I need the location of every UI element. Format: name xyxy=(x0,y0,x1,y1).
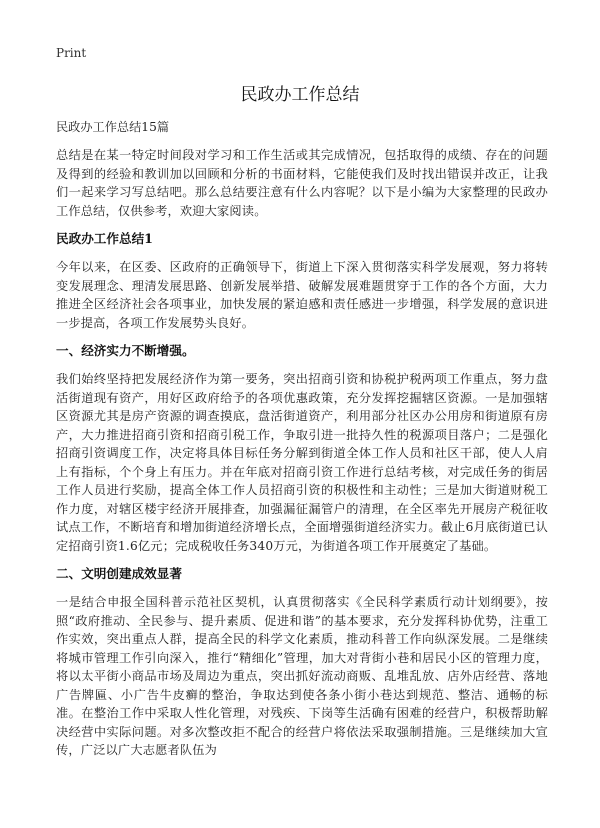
intro-paragraph: 总结是在某一特定时间段对学习和工作生活或其完成情况，包括取得的成绩、存在的问题及得到的经验和教训加以回顾和分析的书面材料，它能使我们及时找出错误并改正，让我们一起来学习写总结吧。那么总结要注意有什么内容呢？以下是小编为大家整理的民政办工作总结，仅供参考，欢迎大家阅读。 xyxy=(56,148,548,218)
document-body xyxy=(56,118,548,770)
section-heading-1: 民政办工作总结1 xyxy=(56,231,153,246)
paragraph-1: 今年以来，在区委、区政府的正确领导下，街道上下深入贯彻落实科学发展观，努力将转变发展理念、理清发展思路、创新发展举措、破解发展难题贯穿于工作的各个方面，大力推进全区经济社会各项事业，加快发展的紧迫感和责任感进一步增强，科学发展的意识进一步提高，各项工作发展势头良好。 xyxy=(56,260,548,330)
section-heading-civilization: 二、文明创建成效显著 xyxy=(56,566,182,581)
print-link[interactable]: Print xyxy=(56,46,87,60)
section-heading-economy: 一、经济实力不断增强。 xyxy=(56,343,195,358)
paragraph-civilization: 一是结合申报全国科普示范社区契机，认真贯彻落实《全民科学素质行动计划纲要》，按照“政府推动、全民参与、提升素质、促进和谐”的基本要求，充分发挥科协优势，注重工作实效，突出重点人群，提高全民的科学文化素质，推动科普工作向纵深发展。二是继续将城市管理工作引向深入，推行“精细化”管理，加大对背街小巷和居民小区的管理力度，将以太平街小商品市场及周边为重点，突出抓好流动商贩、乱堆乱放、店外店经营、落地广告牌匾、小广告牛皮癣的整治，争取达到使各条小街小巷达到规范、整洁、通畅的标准。在整治工作中采取人性化管理，对残疾、下岗等生活确有困难的经营户，积极帮助解决经营中实际问题。对多次整改拒不配合的经营户将依法采取强制措施。三是继续加大宣传，广泛以广大志愿者队伍为 xyxy=(56,595,548,757)
paragraph-economy: 我们始终坚持把发展经济作为第一要务，突出招商引资和协税护税两项工作重点，努力盘活街道现有资产，用好区政府给予的各项优惠政策，充分发挥挖掘辖区资源。一是加强辖区资源尤其是房产资源的调查摸底，盘活街道资产，利用部分社区办公用房和街道原有房产，大力推进招商引资和招商引税工作，争取引进一批持久性的税源项目落户；二是强化招商引资调度工作，决定将具体目标任务分解到街道全体工作人员和社区干部，使人人肩上有指标，个个身上有压力。并在年底对招商引资工作进行总结考核，对完成任务的街居工作人员进行奖励，提高全体工作人员招商引资的积极性和主动性；三是加大街道财税工作力度，对辖区楼宇经济开展排查，加强漏征漏管户的清理，在全区率先开展房产税征收试点工作，不断培育和增加街道经济增长点，全面增强街道经济实力。截止6月底街道已认定招商引资1.6亿元；完成税收任务340万元，为街道各项工作开展奠定了基础。 xyxy=(56,372,548,553)
page-title: 民政办工作总结 xyxy=(240,85,360,105)
document-subtitle: 民政办工作总结15篇 xyxy=(56,120,170,134)
